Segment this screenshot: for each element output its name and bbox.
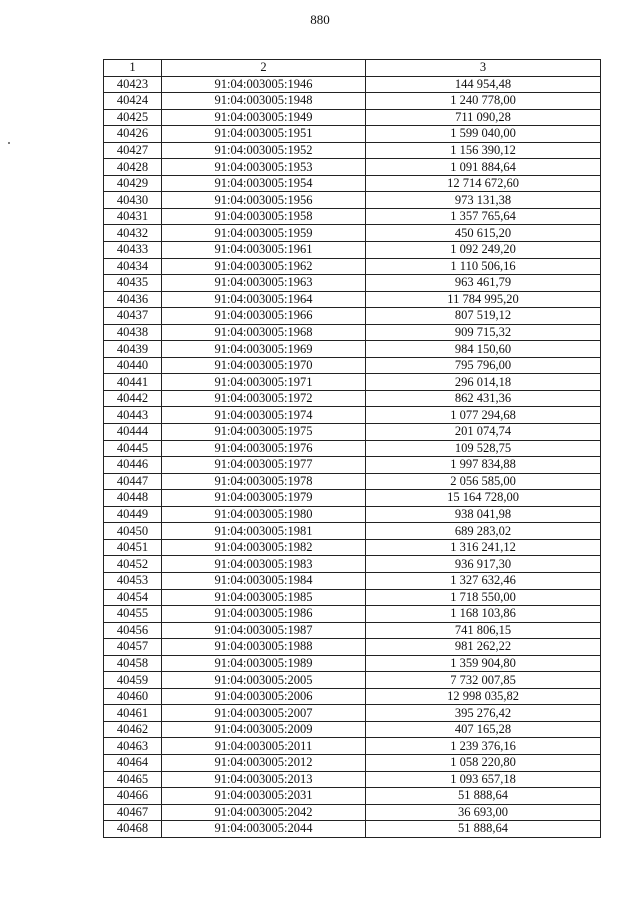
row-number-cell: 40428 bbox=[104, 159, 162, 176]
value-cell: 711 090,28 bbox=[366, 109, 601, 126]
cadastral-number-cell: 91:04:003005:1946 bbox=[162, 76, 366, 93]
table-row bbox=[104, 688, 601, 705]
table-row bbox=[104, 324, 601, 341]
row-number-cell: 40446 bbox=[104, 457, 162, 474]
table-row bbox=[104, 93, 601, 110]
value-cell: 1 077 294,68 bbox=[366, 407, 601, 424]
value-cell: 909 715,32 bbox=[366, 324, 601, 341]
value-cell: 1 092 249,20 bbox=[366, 242, 601, 259]
cadastral-number-cell: 91:04:003005:1969 bbox=[162, 341, 366, 358]
cadastral-number-cell: 91:04:003005:1959 bbox=[162, 225, 366, 242]
cadastral-number-cell: 91:04:003005:1987 bbox=[162, 622, 366, 639]
table-row bbox=[104, 622, 601, 639]
row-number-cell: 40434 bbox=[104, 258, 162, 275]
value-cell: 963 461,79 bbox=[366, 275, 601, 292]
row-number-cell: 40445 bbox=[104, 440, 162, 457]
row-number-cell: 40424 bbox=[104, 93, 162, 110]
table-row bbox=[104, 606, 601, 623]
table-row bbox=[104, 390, 601, 407]
cadastral-number-cell: 91:04:003005:1963 bbox=[162, 275, 366, 292]
row-number-cell: 40423 bbox=[104, 76, 162, 93]
table-row bbox=[104, 821, 601, 838]
value-cell: 2 056 585,00 bbox=[366, 473, 601, 490]
cadastral-number-cell: 91:04:003005:2011 bbox=[162, 738, 366, 755]
cadastral-number-cell: 91:04:003005:1982 bbox=[162, 539, 366, 556]
value-cell: 51 888,64 bbox=[366, 821, 601, 838]
value-cell: 7 732 007,85 bbox=[366, 672, 601, 689]
value-cell: 1 327 632,46 bbox=[366, 572, 601, 589]
value-cell: 1 359 904,80 bbox=[366, 655, 601, 672]
table-row bbox=[104, 109, 601, 126]
cadastral-number-cell: 91:04:003005:1948 bbox=[162, 93, 366, 110]
table-row bbox=[104, 76, 601, 93]
value-cell: 1 239 376,16 bbox=[366, 738, 601, 755]
cadastral-number-cell: 91:04:003005:1958 bbox=[162, 208, 366, 225]
value-cell: 807 519,12 bbox=[366, 308, 601, 325]
row-number-cell: 40438 bbox=[104, 324, 162, 341]
cadastral-number-cell: 91:04:003005:1989 bbox=[162, 655, 366, 672]
value-cell: 1 093 657,18 bbox=[366, 771, 601, 788]
cadastral-number-cell: 91:04:003005:1980 bbox=[162, 506, 366, 523]
cadastral-number-cell: 91:04:003005:1961 bbox=[162, 242, 366, 259]
table-row bbox=[104, 572, 601, 589]
cadastral-number-cell: 91:04:003005:2012 bbox=[162, 754, 366, 771]
table-row bbox=[104, 556, 601, 573]
value-cell: 689 283,02 bbox=[366, 523, 601, 540]
value-cell: 450 615,20 bbox=[366, 225, 601, 242]
cadastral-number-cell: 91:04:003005:1974 bbox=[162, 407, 366, 424]
row-number-cell: 40468 bbox=[104, 821, 162, 838]
cadastral-number-cell: 91:04:003005:1954 bbox=[162, 175, 366, 192]
cadastral-number-cell: 91:04:003005:2005 bbox=[162, 672, 366, 689]
table-row bbox=[104, 639, 601, 656]
registry-table bbox=[103, 59, 601, 838]
cadastral-number-cell: 91:04:003005:1986 bbox=[162, 606, 366, 623]
page-number: 880 bbox=[310, 12, 330, 27]
row-number-cell: 40436 bbox=[104, 291, 162, 308]
row-number-cell: 40432 bbox=[104, 225, 162, 242]
table-row bbox=[104, 126, 601, 143]
value-cell: 296 014,18 bbox=[366, 374, 601, 391]
row-number-cell: 40467 bbox=[104, 804, 162, 821]
cadastral-number-cell: 91:04:003005:2042 bbox=[162, 804, 366, 821]
value-cell: 1 168 103,86 bbox=[366, 606, 601, 623]
value-cell: 1 997 834,88 bbox=[366, 457, 601, 474]
cadastral-number-cell: 91:04:003005:2009 bbox=[162, 721, 366, 738]
value-cell: 1 110 506,16 bbox=[366, 258, 601, 275]
table-row bbox=[104, 192, 601, 209]
row-number-cell: 40462 bbox=[104, 721, 162, 738]
row-number-cell: 40448 bbox=[104, 490, 162, 507]
value-cell: 11 784 995,20 bbox=[366, 291, 601, 308]
table-row bbox=[104, 672, 601, 689]
row-number-cell: 40451 bbox=[104, 539, 162, 556]
row-number-cell: 40437 bbox=[104, 308, 162, 325]
cadastral-number-cell: 91:04:003005:2044 bbox=[162, 821, 366, 838]
table-row bbox=[104, 490, 601, 507]
table-row bbox=[104, 788, 601, 805]
header-row bbox=[104, 60, 601, 77]
table-row bbox=[104, 506, 601, 523]
table-header bbox=[104, 60, 601, 77]
cadastral-number-cell: 91:04:003005:2013 bbox=[162, 771, 366, 788]
cadastral-number-cell: 91:04:003005:1978 bbox=[162, 473, 366, 490]
table-row bbox=[104, 523, 601, 540]
value-cell: 1 718 550,00 bbox=[366, 589, 601, 606]
row-number-cell: 40466 bbox=[104, 788, 162, 805]
value-cell: 36 693,00 bbox=[366, 804, 601, 821]
value-cell: 795 796,00 bbox=[366, 357, 601, 374]
table-row bbox=[104, 457, 601, 474]
cadastral-number-cell: 91:04:003005:1975 bbox=[162, 424, 366, 441]
value-cell: 395 276,42 bbox=[366, 705, 601, 722]
table-row bbox=[104, 341, 601, 358]
cadastral-number-cell: 91:04:003005:1968 bbox=[162, 324, 366, 341]
row-number-cell: 40459 bbox=[104, 672, 162, 689]
row-number-cell: 40457 bbox=[104, 639, 162, 656]
table-row bbox=[104, 440, 601, 457]
row-number-cell: 40454 bbox=[104, 589, 162, 606]
table-row bbox=[104, 721, 601, 738]
cadastral-number-cell: 91:04:003005:1952 bbox=[162, 142, 366, 159]
row-number-cell: 40439 bbox=[104, 341, 162, 358]
value-cell: 1 599 040,00 bbox=[366, 126, 601, 143]
row-number-cell: 40440 bbox=[104, 357, 162, 374]
row-number-cell: 40429 bbox=[104, 175, 162, 192]
table-row bbox=[104, 275, 601, 292]
cadastral-number-cell: 91:04:003005:1983 bbox=[162, 556, 366, 573]
column-header-1: 1 bbox=[104, 60, 162, 77]
cadastral-number-cell: 91:04:003005:1972 bbox=[162, 390, 366, 407]
cadastral-number-cell: 91:04:003005:1971 bbox=[162, 374, 366, 391]
table-row bbox=[104, 142, 601, 159]
row-number-cell: 40452 bbox=[104, 556, 162, 573]
table-row bbox=[104, 589, 601, 606]
cadastral-number-cell: 91:04:003005:2031 bbox=[162, 788, 366, 805]
row-number-cell: 40450 bbox=[104, 523, 162, 540]
table-row bbox=[104, 159, 601, 176]
table-row bbox=[104, 754, 601, 771]
table-body bbox=[104, 76, 601, 837]
row-number-cell: 40460 bbox=[104, 688, 162, 705]
value-cell: 1 240 778,00 bbox=[366, 93, 601, 110]
table-row bbox=[104, 539, 601, 556]
cadastral-number-cell: 91:04:003005:1949 bbox=[162, 109, 366, 126]
row-number-cell: 40463 bbox=[104, 738, 162, 755]
table-row bbox=[104, 208, 601, 225]
value-cell: 407 165,28 bbox=[366, 721, 601, 738]
row-number-cell: 40464 bbox=[104, 754, 162, 771]
table-row bbox=[104, 473, 601, 490]
row-number-cell: 40442 bbox=[104, 390, 162, 407]
value-cell: 12 998 035,82 bbox=[366, 688, 601, 705]
cadastral-number-cell: 91:04:003005:1977 bbox=[162, 457, 366, 474]
value-cell: 12 714 672,60 bbox=[366, 175, 601, 192]
cadastral-number-cell: 91:04:003005:1981 bbox=[162, 523, 366, 540]
value-cell: 981 262,22 bbox=[366, 639, 601, 656]
row-number-cell: 40453 bbox=[104, 572, 162, 589]
row-number-cell: 40441 bbox=[104, 374, 162, 391]
value-cell: 984 150,60 bbox=[366, 341, 601, 358]
column-header-3: 3 bbox=[366, 60, 601, 77]
cadastral-number-cell: 91:04:003005:1951 bbox=[162, 126, 366, 143]
row-number-cell: 40433 bbox=[104, 242, 162, 259]
cadastral-number-cell: 91:04:003005:1979 bbox=[162, 490, 366, 507]
row-number-cell: 40465 bbox=[104, 771, 162, 788]
row-number-cell: 40435 bbox=[104, 275, 162, 292]
table-row bbox=[104, 804, 601, 821]
cadastral-number-cell: 91:04:003005:1956 bbox=[162, 192, 366, 209]
cadastral-number-cell: 91:04:003005:1988 bbox=[162, 639, 366, 656]
value-cell: 741 806,15 bbox=[366, 622, 601, 639]
table-row bbox=[104, 374, 601, 391]
stray-mark bbox=[8, 142, 10, 144]
row-number-cell: 40449 bbox=[104, 506, 162, 523]
row-number-cell: 40447 bbox=[104, 473, 162, 490]
value-cell: 1 156 390,12 bbox=[366, 142, 601, 159]
table-row bbox=[104, 407, 601, 424]
cadastral-number-cell: 91:04:003005:2006 bbox=[162, 688, 366, 705]
cadastral-number-cell: 91:04:003005:1970 bbox=[162, 357, 366, 374]
value-cell: 1 058 220,80 bbox=[366, 754, 601, 771]
table-row bbox=[104, 424, 601, 441]
row-number-cell: 40456 bbox=[104, 622, 162, 639]
value-cell: 1 316 241,12 bbox=[366, 539, 601, 556]
value-cell: 201 074,74 bbox=[366, 424, 601, 441]
cadastral-number-cell: 91:04:003005:1985 bbox=[162, 589, 366, 606]
table-row bbox=[104, 175, 601, 192]
cadastral-number-cell: 91:04:003005:1962 bbox=[162, 258, 366, 275]
cadastral-number-cell: 91:04:003005:1966 bbox=[162, 308, 366, 325]
cadastral-number-cell: 91:04:003005:1984 bbox=[162, 572, 366, 589]
table-row bbox=[104, 771, 601, 788]
value-cell: 51 888,64 bbox=[366, 788, 601, 805]
row-number-cell: 40455 bbox=[104, 606, 162, 623]
table-row bbox=[104, 225, 601, 242]
cadastral-number-cell: 91:04:003005:1976 bbox=[162, 440, 366, 457]
value-cell: 938 041,98 bbox=[366, 506, 601, 523]
row-number-cell: 40430 bbox=[104, 192, 162, 209]
value-cell: 1 091 884,64 bbox=[366, 159, 601, 176]
table-row bbox=[104, 738, 601, 755]
cadastral-number-cell: 91:04:003005:2007 bbox=[162, 705, 366, 722]
value-cell: 1 357 765,64 bbox=[366, 208, 601, 225]
table-row bbox=[104, 258, 601, 275]
value-cell: 973 131,38 bbox=[366, 192, 601, 209]
cadastral-number-cell: 91:04:003005:1953 bbox=[162, 159, 366, 176]
table-row bbox=[104, 242, 601, 259]
table-row bbox=[104, 291, 601, 308]
cadastral-number-cell: 91:04:003005:1964 bbox=[162, 291, 366, 308]
row-number-cell: 40425 bbox=[104, 109, 162, 126]
value-cell: 936 917,30 bbox=[366, 556, 601, 573]
value-cell: 109 528,75 bbox=[366, 440, 601, 457]
row-number-cell: 40461 bbox=[104, 705, 162, 722]
row-number-cell: 40444 bbox=[104, 424, 162, 441]
table-row bbox=[104, 705, 601, 722]
table-row bbox=[104, 357, 601, 374]
value-cell: 15 164 728,00 bbox=[366, 490, 601, 507]
table-row bbox=[104, 308, 601, 325]
table-row bbox=[104, 655, 601, 672]
row-number-cell: 40458 bbox=[104, 655, 162, 672]
row-number-cell: 40443 bbox=[104, 407, 162, 424]
column-header-2: 2 bbox=[162, 60, 366, 77]
row-number-cell: 40426 bbox=[104, 126, 162, 143]
row-number-cell: 40431 bbox=[104, 208, 162, 225]
value-cell: 144 954,48 bbox=[366, 76, 601, 93]
value-cell: 862 431,36 bbox=[366, 390, 601, 407]
row-number-cell: 40427 bbox=[104, 142, 162, 159]
